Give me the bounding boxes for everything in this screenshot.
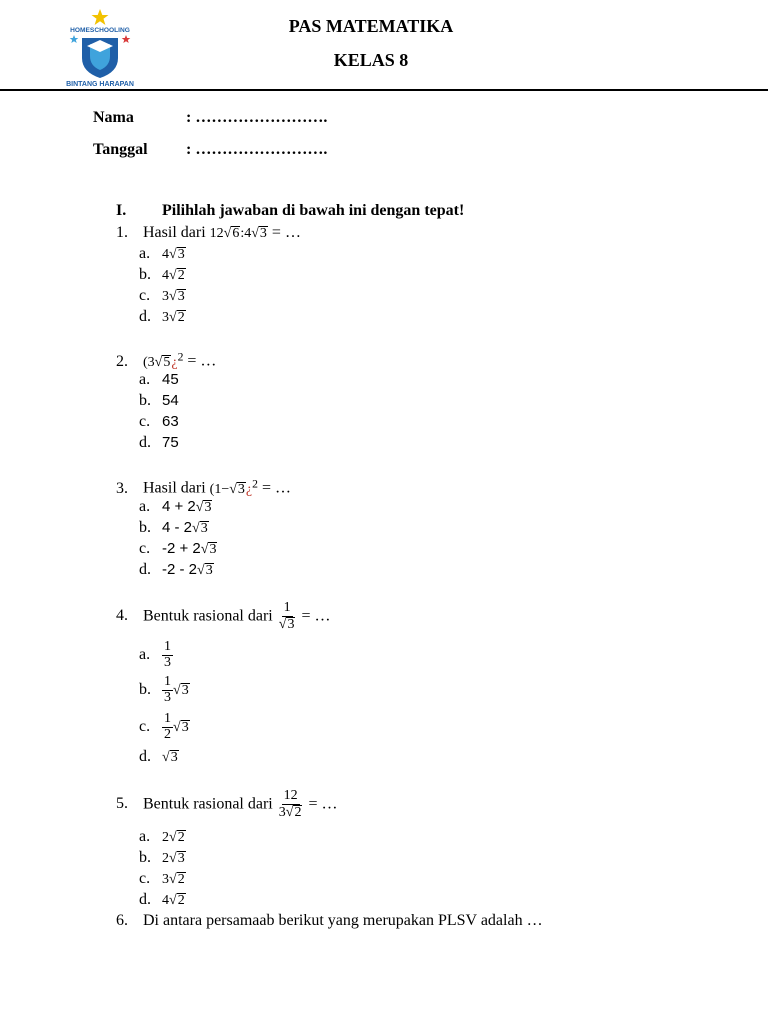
section-instruction: Pilihlah jawaban di bawah ini dengan tepat! [162,202,465,219]
option-1c[interactable]: c. 3√3 [139,287,185,304]
question-text: Bentuk rasional dari [143,795,273,813]
question-text: Di antara persamaab berikut yang merupakan PLSV adalah … [143,912,543,929]
question-fraction: $\frac{12}{3√2}$ [278,788,302,820]
name-label: Nama [93,109,134,126]
question-3: 3. Hasil dari (1−√3¿$^2$ = … [116,477,291,497]
option-3d[interactable]: d. -2 - 2√3 [139,561,213,578]
question-6 [116,912,543,930]
option-3a[interactable]: a. 4 + 2√3 [139,498,212,515]
question-expression: (1−√3¿$^2$ [209,477,258,497]
option-3c[interactable]: c. -2 + 2√3 [139,540,217,557]
question-expression: 12√6:4√3 [209,226,267,241]
option-4a[interactable]: a. $\frac{1}{3}$ [139,639,171,670]
option-5b[interactable]: b. 2√3 [139,849,185,866]
option-2d[interactable]: d. 75 [139,434,179,451]
question-2: 2. (3√5¿$^2$ = … [116,350,217,370]
option-5a[interactable]: a. 2√2 [139,828,185,845]
option-2c[interactable]: c. 63 [139,413,179,430]
option-5d[interactable]: d. 4√2 [139,891,185,908]
option-1a[interactable]: a. 4√3 [139,245,185,262]
question-4: 4. Bentuk rasional dari $\frac{1}{√3}$ = … [116,600,331,632]
page-title: PAS MATEMATIKA [288,16,454,36]
logo-text-bottom: BINTANG HARAPAN [66,81,134,88]
question-number: 1. [116,224,128,241]
date-field: : ……………………. [186,141,328,158]
option-2b[interactable]: b. 54 [139,392,179,409]
option-1b[interactable]: b. 4√2 [139,266,185,283]
option-2a[interactable]: a. 45 [139,371,179,388]
question-fraction: $\frac{1}{√3}$ [278,600,295,632]
question-5: 5. Bentuk rasional dari $\frac{12}{3√2}$ = … [116,788,338,820]
question-number: 5. [116,795,128,813]
question-number: 3. [116,479,128,497]
section-number: I. [116,202,127,219]
option-5c[interactable]: c. 3√2 [139,870,185,887]
header-divider [0,89,768,91]
logo-text-top: HOMESCHOOLING [70,27,130,34]
name-field: : ……………………. [186,109,328,126]
date-label: Tanggal [93,141,148,158]
question-text: Bentuk rasional dari [143,607,273,625]
question-number: 2. [116,352,128,370]
question-number: 6. [116,912,128,929]
question-expression: (3√5¿$^2$ [143,350,184,370]
option-1d[interactable]: d. 3√2 [139,308,185,325]
question-text: Hasil dari [143,224,206,241]
option-4c[interactable]: c. $\frac{1}{2}$ √3 [139,711,189,742]
question-1: 1. Hasil dari 12√6:4√3 = … [116,224,301,241]
page-subtitle: KELAS 8 [333,50,409,70]
option-4d[interactable]: d. √3 [139,748,178,765]
option-4b[interactable]: b. $\frac{1}{3}$ √3 [139,674,189,705]
question-number: 4. [116,607,128,625]
question-text: Hasil dari [143,479,206,497]
option-3b[interactable]: b. 4 - 2√3 [139,519,208,536]
